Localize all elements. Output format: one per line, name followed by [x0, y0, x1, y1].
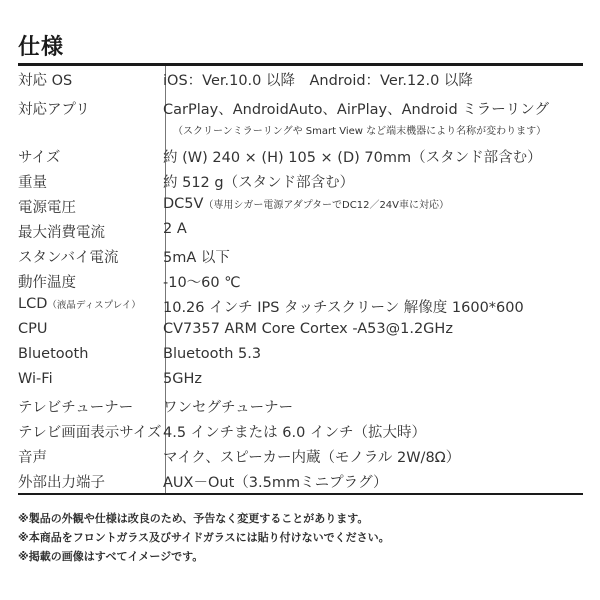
spec-label — [18, 371, 158, 387]
spec-row — [18, 243, 583, 268]
spec-label — [18, 98, 158, 119]
spec-value — [163, 446, 460, 467]
spec-label — [18, 196, 158, 217]
spec-value-text: CarPlay、AndroidAuto、AirPlay、Android ミラーリング — [163, 102, 549, 118]
spec-label-text: テレビ画面表示サイズ — [18, 425, 162, 441]
disclaimer-note: ※掲載の画像はすべてイメージです。 — [18, 550, 204, 563]
spec-label-text: 重量 — [18, 175, 47, 191]
spec-row — [18, 318, 583, 343]
spec-row — [18, 95, 583, 143]
spec-label-text: 対応アプリ — [18, 102, 90, 118]
spec-label-text: 外部出力端子 — [18, 475, 105, 491]
spec-value — [163, 321, 453, 337]
spec-label-text: 音声 — [18, 450, 47, 466]
page-title: 仕様 — [18, 35, 65, 60]
spec-row — [18, 143, 583, 168]
disclaimer-note: ※本商品をフロントガラス及びサイドガラスには貼り付けないでください。 — [18, 531, 390, 544]
spec-label — [18, 246, 158, 267]
spec-value — [163, 471, 388, 492]
spec-label — [18, 421, 162, 442]
spec-footnote: （スクリーンミラーリングや Smart View など端末機器により名称が変わります） — [173, 126, 547, 137]
spec-label-text: Wi-Fi — [18, 371, 53, 387]
spec-row — [18, 268, 583, 293]
spec-label — [18, 471, 158, 492]
spec-value — [163, 421, 426, 442]
spec-row — [18, 218, 583, 243]
spec-value-text: Bluetooth 5.3 — [163, 346, 262, 362]
spec-value — [163, 69, 473, 90]
spec-value — [163, 296, 524, 317]
spec-value-text: 2 A — [163, 221, 187, 237]
spec-value-text: 10.26 インチ IPS タッチスクリーン 解像度 1600*600 — [163, 300, 524, 316]
spec-row — [18, 468, 583, 493]
spec-value-text: AUX－Out（3.5mmミニプラグ） — [163, 475, 388, 491]
spec-label — [18, 396, 158, 417]
spec-label-text: CPU — [18, 321, 48, 337]
spec-row — [18, 193, 583, 218]
notes-section — [18, 510, 390, 567]
spec-row — [18, 393, 583, 418]
spec-value-text: 約 (W) 240 × (H) 105 × (D) 70mm（スタンド部含む） — [163, 150, 542, 166]
spec-value — [163, 271, 241, 292]
spec-row — [18, 293, 583, 318]
spec-label — [18, 171, 158, 192]
spec-row — [18, 168, 583, 193]
spec-value — [163, 396, 293, 417]
spec-label-text: 電源電圧 — [18, 200, 76, 216]
spec-value-text: iOS：Ver.10.0 以降 Android：Ver.12.0 以降 — [163, 73, 473, 89]
spec-row — [18, 368, 583, 393]
spec-label-text: 対応 OS — [18, 73, 73, 89]
spec-row — [18, 443, 583, 468]
spec-label — [18, 446, 158, 467]
spec-label-text: LCD — [18, 296, 48, 312]
spec-table — [18, 66, 583, 495]
spec-label — [18, 271, 158, 292]
spec-value — [163, 221, 187, 237]
spec-label-text: 最大消費電流 — [18, 225, 105, 241]
spec-value-text: 4.5 インチまたは 6.0 インチ（拡大時） — [163, 425, 426, 441]
spec-label — [18, 146, 158, 167]
spec-value-text: CV7357 ARM Core Cortex -A53@1.2GHz — [163, 321, 453, 337]
spec-label-text: テレビチューナー — [18, 400, 134, 416]
spec-value-text: 約 512 g（スタンド部含む） — [163, 175, 355, 191]
spec-label — [18, 321, 158, 337]
spec-label-text: 動作温度 — [18, 275, 76, 291]
spec-row — [18, 66, 583, 95]
spec-value-note: （専用シガー電源アダプターでDC12／24V車に対応） — [203, 200, 450, 211]
spec-value — [163, 246, 230, 267]
spec-value-text: ワンセグチューナー — [163, 400, 294, 416]
disclaimer-note: ※製品の外観や仕様は改良のため、予告なく変更することがあります。 — [18, 512, 369, 525]
spec-label-subtext: （液晶ディスプレイ） — [47, 300, 141, 311]
spec-value-text: -10～60 ℃ — [163, 275, 241, 291]
spec-value — [163, 98, 549, 119]
spec-value — [163, 371, 202, 387]
spec-label-text: サイズ — [18, 150, 61, 166]
spec-value — [163, 196, 449, 212]
spec-label — [18, 296, 158, 312]
spec-label-text: Bluetooth — [18, 346, 89, 362]
spec-label — [18, 69, 158, 90]
spec-value-text: 5mA 以下 — [163, 250, 230, 266]
spec-value-text: DC5V — [163, 196, 204, 212]
spec-row — [18, 343, 583, 368]
spec-value — [163, 346, 261, 362]
spec-value-text: マイク、スピーカー内蔵（モノラル 2W/8Ω） — [163, 450, 461, 466]
spec-label-text: スタンバイ電流 — [18, 250, 119, 266]
spec-value — [163, 171, 354, 192]
spec-label — [18, 346, 158, 362]
spec-label — [18, 221, 158, 242]
spec-value-text: 5GHz — [163, 371, 202, 387]
spec-row — [18, 418, 583, 443]
spec-value — [163, 146, 542, 167]
